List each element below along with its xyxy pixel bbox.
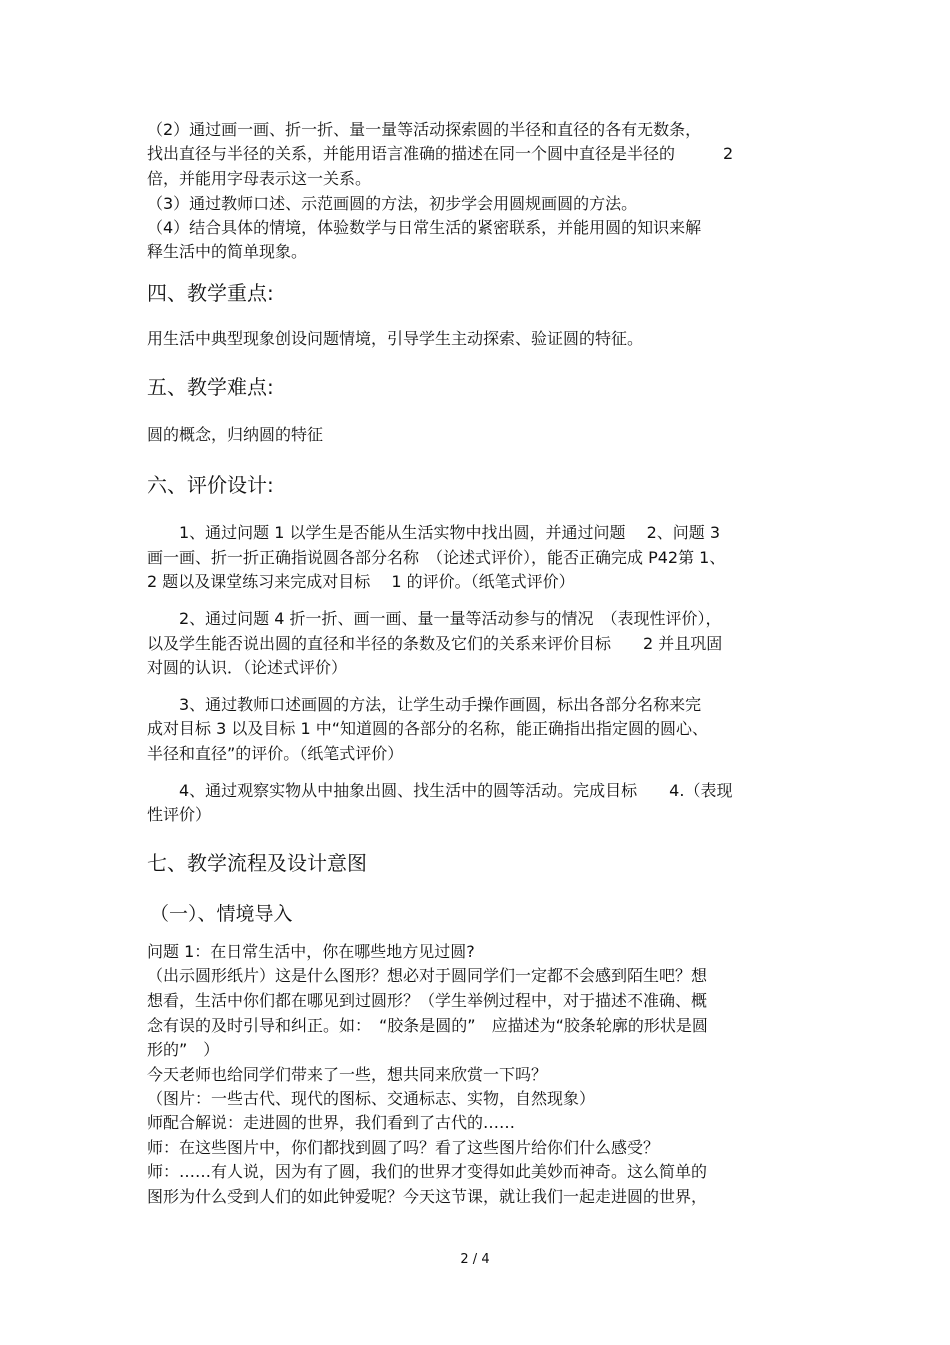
process-line: （出示圆形纸片）这是什么图形？想必对于圆同学们一定都不会感到陌生吧？想 (147, 966, 708, 985)
process-line: 师：……有人说，因为有了圆，我们的世界才变得如此美妙而神奇。这么简单的 (147, 1162, 708, 1181)
evaluation-line: 2 题以及课堂练习来完成对目标 1 的评价。（纸笔式评价） (147, 572, 575, 591)
process-line: 念有误的及时引导和纠正。如： “胶条是圆的” 应描述为“胶条轮廓的形状是圆 (147, 1016, 708, 1035)
section-heading-difficulties: 五、教学难点: (147, 375, 274, 399)
process-line: 师配合解说：走进圆的世界，我们看到了古代的…… (147, 1113, 516, 1132)
objective-line: 找出直径与半径的关系，并能用语言准确的描述在同一个圆中直径是半径的 2 (147, 144, 734, 163)
evaluation-line: 成对目标 3 以及目标 1 中“知道圆的各部分的名称，能正确指出指定圆的圆心、 (147, 719, 708, 738)
objective-line: （3）通过教师口述、示范画圆的方法，初步学会用圆规画圆的方法。 (147, 194, 638, 213)
objective-line: 倍，并能用字母表示这一关系。 (147, 169, 372, 188)
evaluation-line: 画一画、折一折正确指说圆各部分名称 （论述式评价），能否正确完成 P42第 1、 (147, 548, 726, 567)
evaluation-line: 半径和直径”的评价。（纸笔式评价） (147, 744, 404, 763)
process-line: 师：在这些图片中，你们都找到圆了吗？看了这些图片给你们什么感受？ (147, 1138, 660, 1157)
section-heading-teaching-process: 七、教学流程及设计意图 (147, 851, 367, 875)
evaluation-line: 3、通过教师口述画圆的方法，让学生动手操作画圆，标出各部分名称来完 (147, 695, 702, 714)
process-line: （图片：一些古代、现代的图标、交通标志、实物，自然现象） (147, 1089, 596, 1108)
evaluation-line: 性评价） (147, 805, 212, 824)
page-number: 2 / 4 (460, 1252, 490, 1267)
section-heading-evaluation: 六、评价设计: (147, 473, 274, 497)
process-line: 今天老师也给同学们带来了一些，想共同来欣赏一下吗？ (147, 1065, 548, 1084)
process-line: 想看，生活中你们都在哪见到过圆形？（学生举例过程中，对于描述不准确、概 (147, 991, 708, 1010)
process-line: 形的” ） (147, 1040, 220, 1059)
difficulties-text: 圆的概念，归纳圆的特征 (147, 425, 324, 444)
section-heading-key-points: 四、教学重点: (147, 281, 274, 305)
evaluation-line: 4、通过观察实物从中抽象出圆、找生活中的圆等活动。完成目标 4.（表现 (147, 781, 733, 800)
evaluation-line: 对圆的认识．（论述式评价） (147, 658, 348, 677)
evaluation-line: 2、通过问题 4 折一折、画一画、量一量等活动参与的情况 （表现性评价）， (147, 609, 722, 628)
process-line: 问题 1：在日常生活中，你在哪些地方见过圆? (147, 942, 475, 961)
subsection-heading-intro: （一）、情境导入 (150, 903, 293, 925)
process-line: 图形为什么受到人们的如此钟爱呢？今天这节课，就让我们一起走进圆的世界， (147, 1187, 708, 1206)
objective-line: （4）结合具体的情境，体验数学与日常生活的紧密联系，并能用圆的知识来解 (147, 218, 702, 237)
key-points-text: 用生活中典型现象创设问题情境，引导学生主动探索、验证圆的特征。 (147, 329, 644, 348)
objective-line: 释生活中的简单现象。 (147, 242, 308, 261)
evaluation-line: 以及学生能否说出圆的直径和半径的条数及它们的关系来评价目标 2 并且巩固 (147, 634, 723, 653)
evaluation-line: 1、通过问题 1 以学生是否能从生活实物中找出圆，并通过问题 2、问题 3 (147, 523, 721, 542)
objective-line: （2）通过画一画、折一折、量一量等活动探索圆的半径和直径的各有无数条， (147, 120, 702, 139)
